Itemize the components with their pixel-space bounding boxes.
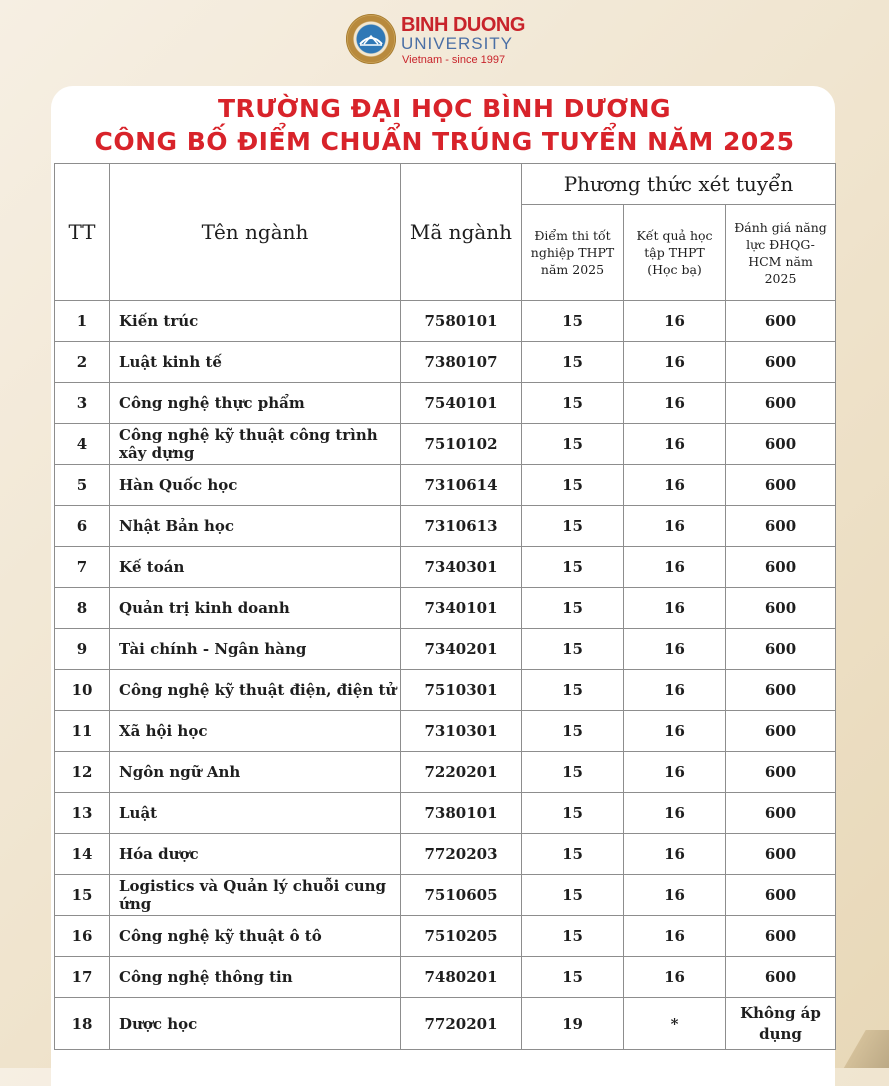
header-method-exam-line: nghiệp THPT xyxy=(530,245,615,260)
table-row xyxy=(55,506,836,547)
cell-major-code: 7340301 xyxy=(401,547,522,588)
cell-score-competency: 600 xyxy=(726,834,836,875)
header-method-competency-line: HCM năm xyxy=(748,253,813,269)
cell-score-exam: 15 xyxy=(522,752,624,793)
cell-major-name: Công nghệ thông tin xyxy=(110,957,401,998)
cell-score-competency: 600 xyxy=(726,301,836,342)
table-row xyxy=(55,875,836,916)
cell-major-name: Nhật Bản học xyxy=(110,506,401,547)
cell-major-code: 7510205 xyxy=(401,916,522,957)
table-row xyxy=(55,711,836,752)
cell-tt: 5 xyxy=(55,465,110,506)
cell-score-competency: 600 xyxy=(726,465,836,506)
cell-score-transcript: 16 xyxy=(624,711,726,752)
cell-score-exam: 19 xyxy=(522,998,624,1050)
cell-major-code: 7540101 xyxy=(401,383,522,424)
table-row xyxy=(55,342,836,383)
cell-tt: 18 xyxy=(55,998,110,1050)
table-row xyxy=(55,301,836,342)
header-method-transcript-line: tập THPT xyxy=(644,245,705,260)
cell-score-competency: 600 xyxy=(726,957,836,998)
cell-major-code: 7220201 xyxy=(401,752,522,793)
cell-score-exam: 15 xyxy=(522,793,624,834)
cell-tt: 9 xyxy=(55,629,110,670)
cell-score-exam: 15 xyxy=(522,629,624,670)
cell-score-transcript: 16 xyxy=(624,670,726,711)
cell-score-exam: 15 xyxy=(522,957,624,998)
cell-score-transcript: 16 xyxy=(624,875,726,916)
cell-tt: 11 xyxy=(55,711,110,752)
table-row xyxy=(55,424,836,465)
header-major-code: Mã ngành xyxy=(401,164,522,301)
admission-scores-table xyxy=(54,163,836,1050)
cell-score-transcript: 16 xyxy=(624,547,726,588)
header-method-competency xyxy=(726,205,836,301)
cell-major-name: Kiến trúc xyxy=(110,301,401,342)
cell-major-code: 7510605 xyxy=(401,875,522,916)
cell-major-code: 7720203 xyxy=(401,834,522,875)
header-tt: TT xyxy=(55,164,110,301)
cell-score-competency: 600 xyxy=(726,424,836,465)
cell-score-competency xyxy=(726,998,836,1050)
cell-score-transcript: 16 xyxy=(624,465,726,506)
cell-score-exam: 15 xyxy=(522,342,624,383)
cell-major-name: Hàn Quốc học xyxy=(110,465,401,506)
cell-score-transcript: 16 xyxy=(624,916,726,957)
cell-tt: 13 xyxy=(55,793,110,834)
cell-score-exam: 15 xyxy=(522,916,624,957)
cell-score-competency: 600 xyxy=(726,629,836,670)
header-method-exam xyxy=(522,205,624,301)
cell-score-transcript: 16 xyxy=(624,383,726,424)
cell-score-competency: 600 xyxy=(726,875,836,916)
cell-major-code: 7510301 xyxy=(401,670,522,711)
cell-tt: 6 xyxy=(55,506,110,547)
cell-tt: 16 xyxy=(55,916,110,957)
cell-tt: 15 xyxy=(55,875,110,916)
header-method-transcript xyxy=(624,205,726,301)
cell-score-competency: 600 xyxy=(726,916,836,957)
cell-score-competency: 600 xyxy=(726,342,836,383)
cell-score-transcript: 16 xyxy=(624,752,726,793)
cell-major-code: 7340101 xyxy=(401,588,522,629)
cell-score-exam: 15 xyxy=(522,383,624,424)
university-seal-icon xyxy=(346,14,396,64)
table-row xyxy=(55,752,836,793)
cell-major-name: Kế toán xyxy=(110,547,401,588)
cell-major-name: Luật kinh tế xyxy=(110,342,401,383)
brand-name-line2: UNIVERSITY xyxy=(401,34,514,53)
decorative-corner xyxy=(835,1030,889,1068)
table-row xyxy=(55,998,836,1050)
cell-tt: 2 xyxy=(55,342,110,383)
cell-score-competency: 600 xyxy=(726,670,836,711)
header-method-exam-line: Điểm thi tốt xyxy=(534,228,611,243)
header-admission-methods: Phương thức xét tuyển xyxy=(522,164,836,205)
cell-not-applicable-line: Không áp xyxy=(740,1003,821,1022)
table-row xyxy=(55,957,836,998)
cell-tt: 4 xyxy=(55,424,110,465)
cell-score-exam: 15 xyxy=(522,465,624,506)
cell-score-transcript: 16 xyxy=(624,301,726,342)
cell-major-name: Ngôn ngữ Anh xyxy=(110,752,401,793)
cell-score-exam: 15 xyxy=(522,834,624,875)
brand-since: Vietnam - since 1997 xyxy=(402,54,506,66)
cell-score-exam: 15 xyxy=(522,301,624,342)
cell-major-code: 7580101 xyxy=(401,301,522,342)
header-method-transcript-line: Kết quả học xyxy=(636,228,713,243)
cell-major-name: Luật xyxy=(110,793,401,834)
cell-tt: 10 xyxy=(55,670,110,711)
cell-score-exam: 15 xyxy=(522,670,624,711)
cell-major-code: 7380107 xyxy=(401,342,522,383)
header-method-exam-line: năm 2025 xyxy=(540,262,605,277)
table-row xyxy=(55,670,836,711)
cell-major-code: 7340201 xyxy=(401,629,522,670)
cell-score-exam: 15 xyxy=(522,547,624,588)
cell-tt: 1 xyxy=(55,301,110,342)
cell-tt: 7 xyxy=(55,547,110,588)
cell-major-code: 7310614 xyxy=(401,465,522,506)
header-major-name: Tên ngành xyxy=(110,164,401,301)
cell-tt: 12 xyxy=(55,752,110,793)
cell-tt: 17 xyxy=(55,957,110,998)
cell-major-code: 7510102 xyxy=(401,424,522,465)
cell-major-code: 7720201 xyxy=(401,998,522,1050)
cell-score-competency: 600 xyxy=(726,547,836,588)
cell-major-code: 7480201 xyxy=(401,957,522,998)
cell-score-transcript: 16 xyxy=(624,588,726,629)
cell-score-exam: 15 xyxy=(522,875,624,916)
cell-major-name: Công nghệ thực phẩm xyxy=(110,383,401,424)
cell-tt: 14 xyxy=(55,834,110,875)
cell-major-code: 7310301 xyxy=(401,711,522,752)
cell-score-competency: 600 xyxy=(726,588,836,629)
cell-score-competency: 600 xyxy=(726,383,836,424)
table-row xyxy=(55,588,836,629)
cell-score-transcript: 16 xyxy=(624,424,726,465)
cell-score-transcript: 16 xyxy=(624,629,726,670)
cell-major-name: Công nghệ kỹ thuật điện, điện tử xyxy=(110,670,401,711)
brand-name-line1: BINH DUONG xyxy=(401,14,525,36)
header-method-competency-line: 2025 xyxy=(764,270,797,286)
page-subtitle: CÔNG BỐ ĐIỂM CHUẨN TRÚNG TUYỂN NĂM 2025 xyxy=(94,127,795,156)
cell-score-competency: 600 xyxy=(726,793,836,834)
cell-major-name: Tài chính - Ngân hàng xyxy=(110,629,401,670)
university-logo xyxy=(346,12,526,68)
table-row xyxy=(55,629,836,670)
cell-score-exam: 15 xyxy=(522,506,624,547)
cell-not-applicable-line: dụng xyxy=(759,1024,802,1043)
header-method-competency-line: lực ĐHQG- xyxy=(746,236,815,252)
table-row xyxy=(55,916,836,957)
cell-score-transcript: 16 xyxy=(624,834,726,875)
header-method-transcript-line: (Học bạ) xyxy=(647,262,702,277)
cell-major-name: Hóa dược xyxy=(110,834,401,875)
cell-tt: 3 xyxy=(55,383,110,424)
page-title: TRƯỜNG ĐẠI HỌC BÌNH DƯƠNG xyxy=(217,94,672,123)
header-method-competency-line: Đánh giá năng xyxy=(734,219,827,235)
cell-score-transcript: 16 xyxy=(624,793,726,834)
table-row xyxy=(55,793,836,834)
cell-score-transcript: 16 xyxy=(624,342,726,383)
cell-major-name: Quản trị kinh doanh xyxy=(110,588,401,629)
table-row xyxy=(55,547,836,588)
cell-major-name: Công nghệ kỹ thuật ô tô xyxy=(110,916,401,957)
cell-major-code: 7380101 xyxy=(401,793,522,834)
cell-score-exam: 15 xyxy=(522,424,624,465)
cell-major-code: 7310613 xyxy=(401,506,522,547)
cell-major-name: Công nghệ kỹ thuật công trình xây dựng xyxy=(110,424,401,465)
table-row xyxy=(55,383,836,424)
cell-tt: 8 xyxy=(55,588,110,629)
cell-score-exam: 15 xyxy=(522,588,624,629)
cell-major-name: Logistics và Quản lý chuỗi cung ứng xyxy=(110,875,401,916)
cell-score-exam: 15 xyxy=(522,711,624,752)
cell-major-name: Dược học xyxy=(110,998,401,1050)
cell-score-transcript: * xyxy=(624,998,726,1050)
cell-score-transcript: 16 xyxy=(624,957,726,998)
cell-score-competency: 600 xyxy=(726,711,836,752)
cell-score-competency: 600 xyxy=(726,506,836,547)
cell-major-name: Xã hội học xyxy=(110,711,401,752)
table-row xyxy=(55,465,836,506)
table-row xyxy=(55,834,836,875)
cell-score-transcript: 16 xyxy=(624,506,726,547)
cell-score-competency: 600 xyxy=(726,752,836,793)
